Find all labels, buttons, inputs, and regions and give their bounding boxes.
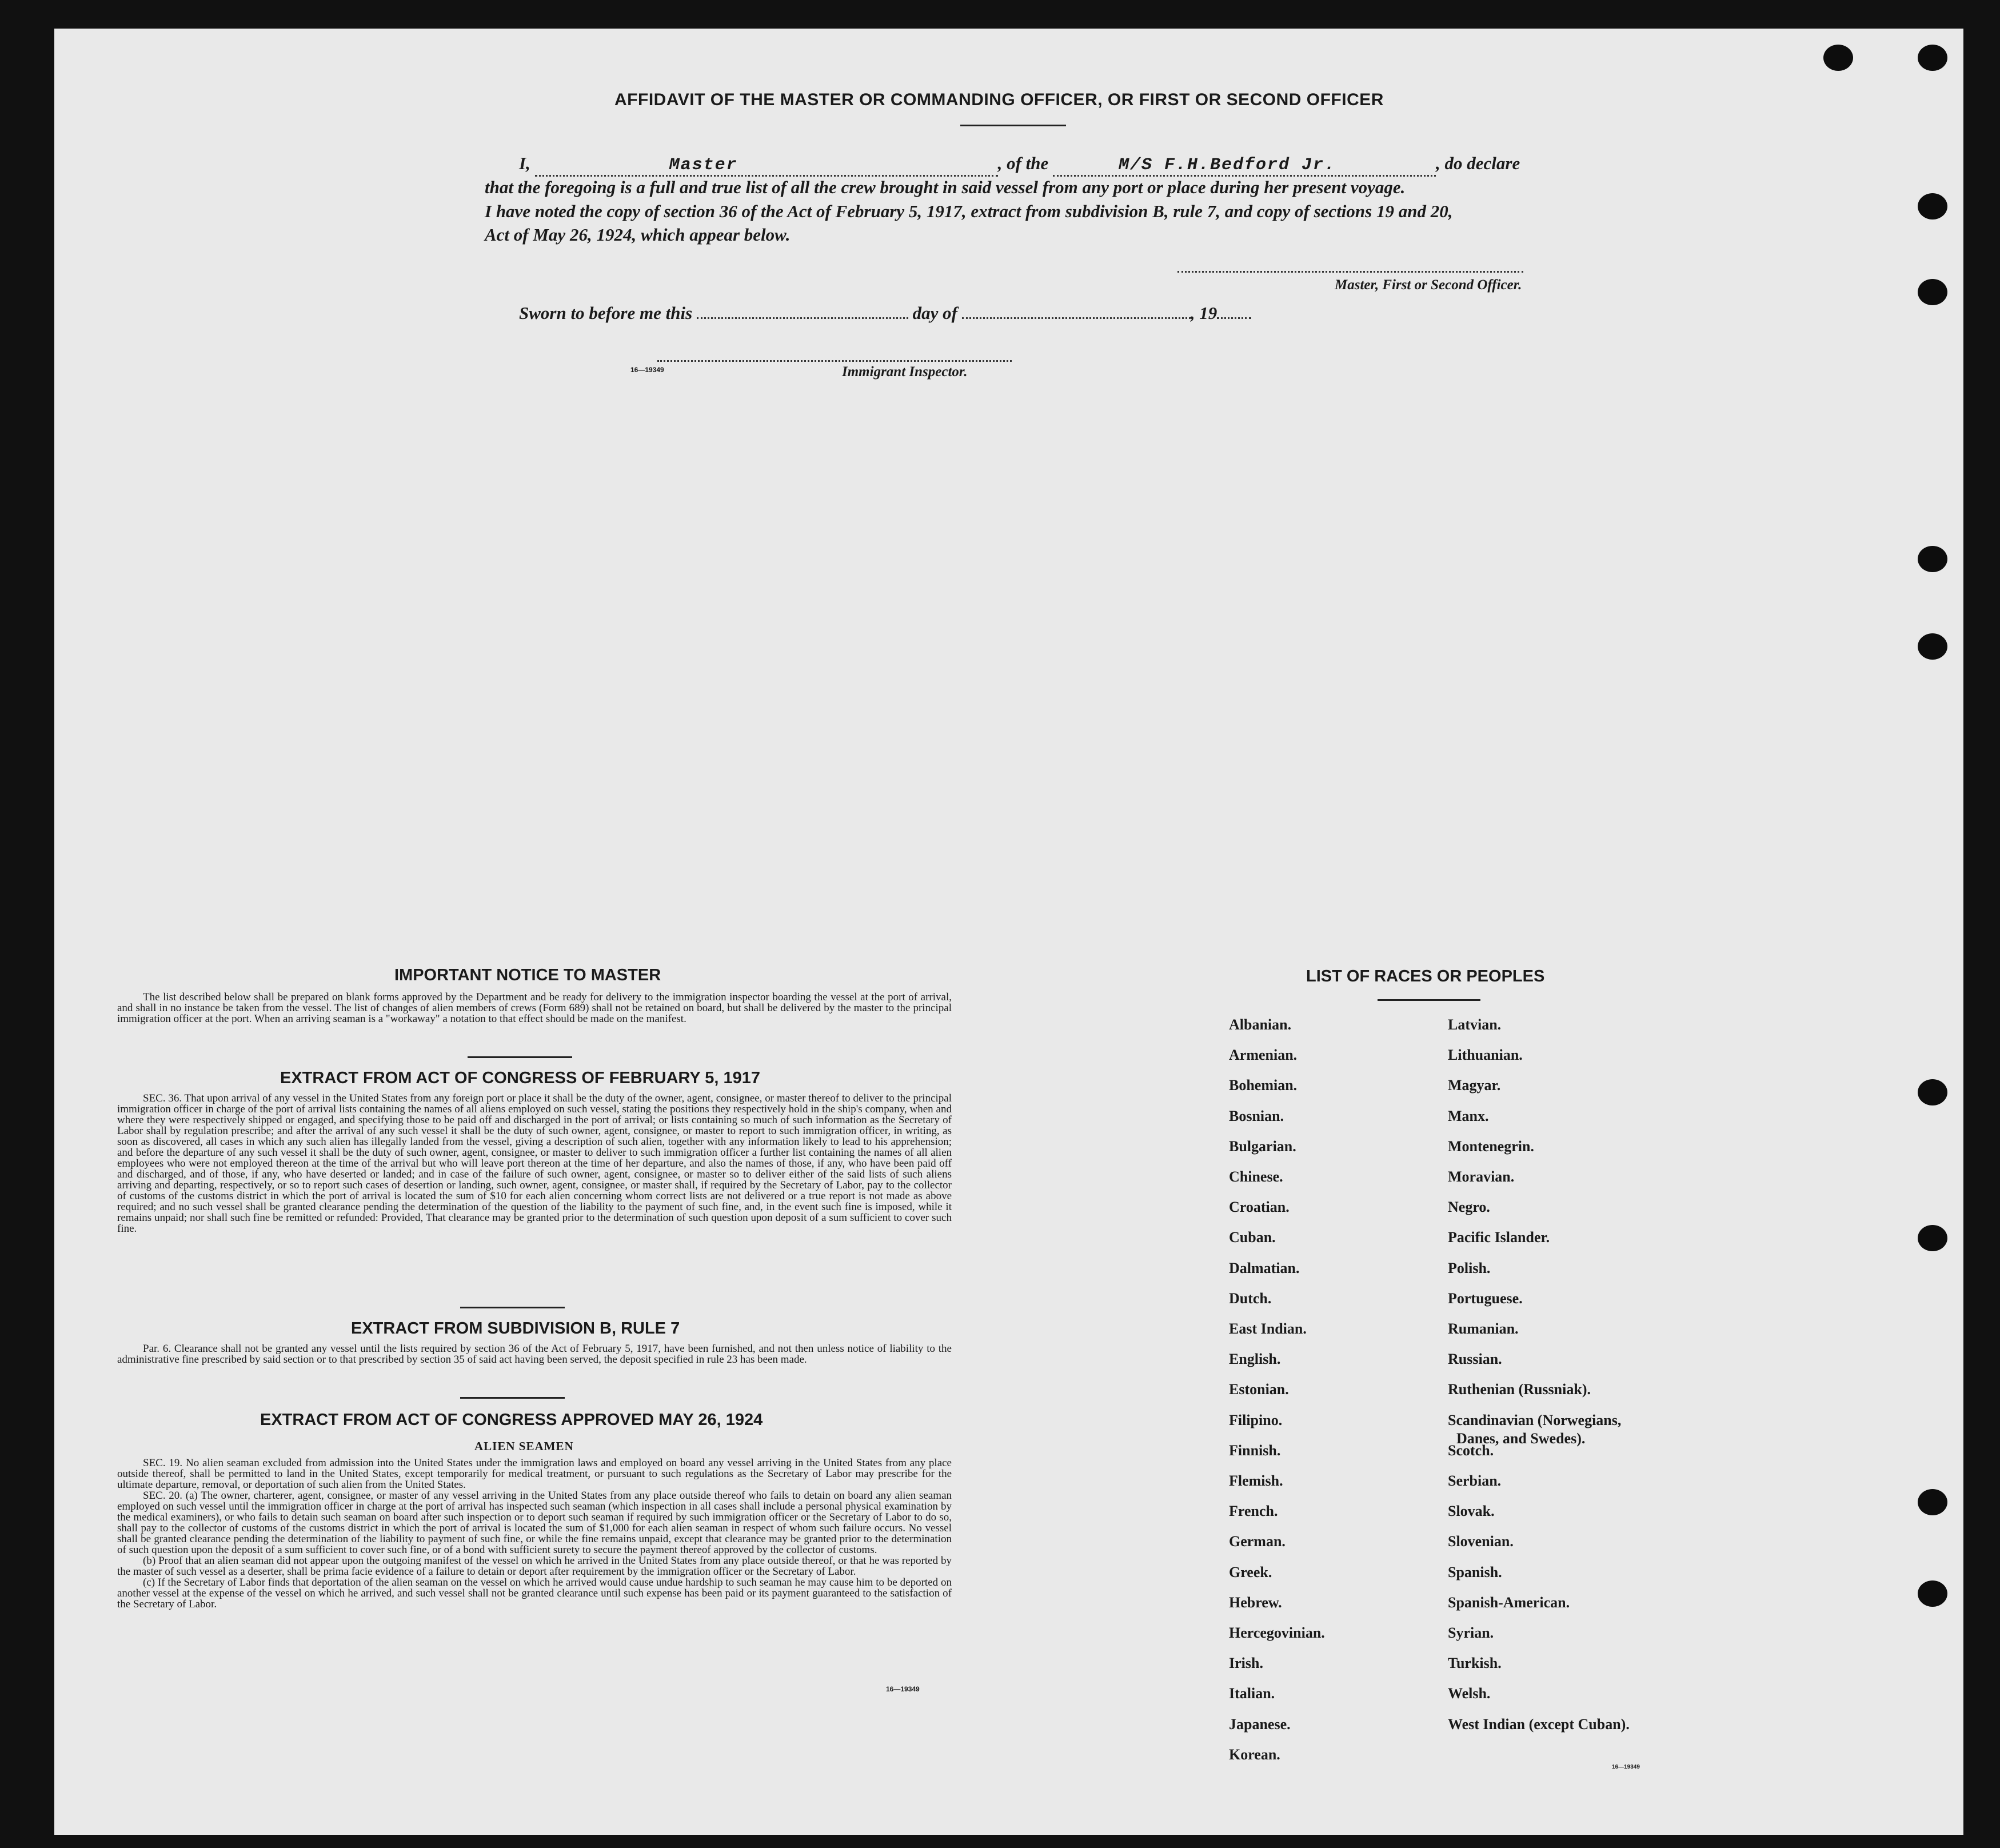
race-item-right: Russian. [1448, 1351, 1502, 1368]
race-item-left: Flemish. [1229, 1472, 1283, 1489]
race-item-left: Chinese. [1229, 1168, 1283, 1185]
form-number-top: 16—19349 [630, 366, 664, 374]
day-of-label: day of [912, 303, 957, 323]
race-item-left: Korean. [1229, 1746, 1280, 1763]
race-item-left: Hercegovinian. [1229, 1625, 1325, 1641]
affidavit-line3: I have noted the copy of section 36 of the Act of February 5, 1917, extract from subdivision B, rule 7, and copy of sections 19 and 20, [485, 201, 1453, 221]
binder-hole [1918, 633, 1947, 660]
sworn-label: Sworn to before me this [519, 303, 693, 323]
binder-hole [1918, 279, 1947, 305]
race-item-right: Spanish. [1448, 1563, 1502, 1580]
race-item-left: Finnish. [1229, 1442, 1281, 1459]
race-item-right: Slovak. [1448, 1503, 1495, 1520]
race-item-right: Ruthenian (Russniak). [1448, 1381, 1591, 1398]
race-item-right: Serbian. [1448, 1472, 1502, 1489]
race-item-right: Magyar. [1448, 1077, 1501, 1094]
binder-hole [1918, 193, 1947, 219]
declare-label: , do declare [1436, 153, 1520, 173]
race-item-right: Danes, and Swedes). [1456, 1430, 1586, 1447]
race-item-right: Scandinavian (Norwegians, [1448, 1411, 1622, 1428]
race-item-left: East Indian. [1229, 1320, 1307, 1337]
race-item-right: Spanish-American. [1448, 1594, 1570, 1611]
affidavit-line4: Act of May 26, 1924, which appear below. [485, 225, 791, 245]
race-item-left: Dutch. [1229, 1290, 1272, 1307]
race-item-right: Slovenian. [1448, 1533, 1514, 1550]
race-item-right: Syrian. [1448, 1625, 1494, 1641]
race-item-left: Armenian. [1229, 1047, 1298, 1064]
vessel-value: M/S F.H.Bedford Jr. [1118, 155, 1336, 175]
races-title: LIST OF RACES OR PEOPLES [1306, 967, 1545, 985]
race-item-left: Albanian. [1229, 1016, 1292, 1033]
binder-hole [1918, 1079, 1947, 1105]
race-item-left: Bulgarian. [1229, 1137, 1296, 1155]
extract-1917-title: EXTRACT FROM ACT OF CONGRESS OF FEBRUARY 5, 1917 [280, 1069, 761, 1087]
race-item-right: Latvian. [1448, 1016, 1502, 1033]
race-item-right: Welsh. [1448, 1685, 1491, 1702]
section-19-paragraph: SEC. 19. No alien seaman excluded from admission into the United States under the immigration laws and employed on board any vessel arriving in the United States from any place outside thereof, shall be permitted to land in the United States, except temporarily for medical treatment, or pursuant to such regulations as the Secretary of Labor may prescribe for the ultimate departure, removal, or deportation of such alien from the United States. [117, 1457, 952, 1491]
notice-divider [468, 1056, 572, 1058]
race-item-left: Estonian. [1229, 1381, 1289, 1398]
paragraph-6: Par. 6. Clearance shall not be granted any vessel until the lists required by section 36 of the Act of February 5, 1917, have been furnished, and not then unless notice of liability to the administrative fine prescribed by said section or to that prescribed by section 35 of said act having been served, the deposit specified in rule 23 has been made. [117, 1343, 952, 1366]
race-item-right: Polish. [1448, 1259, 1491, 1276]
section-20c-paragraph: (c) If the Secretary of Labor finds that deportation of the alien seaman on the vessel on which he arrived would cause undue hardship to such seaman he may cause him to be deported on another vessel at the expense of the vessel on which he arrived, and such vessel shall not be granted clearance until such expense has been paid or its payment guaranteed to the satisfaction of the Secretary of Labor. [117, 1576, 952, 1610]
extract-1924-title: EXTRACT FROM ACT OF CONGRESS APPROVED MAY 26, 1924 [260, 1411, 763, 1429]
race-item-left: Greek. [1229, 1563, 1272, 1580]
notice-title: IMPORTANT NOTICE TO MASTER [394, 966, 661, 984]
race-item-right: Scotch. [1448, 1442, 1494, 1459]
form-number-bottom-left: 16—19349 [886, 1685, 920, 1693]
extract-1924-body [117, 1458, 952, 1610]
of-the-label: , of the [997, 153, 1049, 173]
section-20b-paragraph: (b) Proof that an alien seaman did not appear upon the outgoing manifest of the vessel on which he arrived in the United States from any place outside thereof, or that he was reported by the master of such vessel as a deserter, shall be prima facie evidence of a failure to detain or deport after requirement by the immigration officer or the Secretary of Labor. [117, 1555, 952, 1578]
section-36-paragraph: SEC. 36. That upon arrival of any vessel in the United States from any foreign port or place it shall be the duty of the owner, agent, consignee, or master thereof to deliver to the principal immigration officer in charge of the port of arrival lists containing the names of all aliens employed on such vessel, stating the positions they respectively hold in the ship's company, when and where they were respectively shipped or engaged, and specifying those to be paid off and discharged in the port of arrival; or lists containing so much of such information as the Secretary of Labor shall by regulation prescribe; and after the arrival of any such vessel it shall be the duty of such owner, agent, consignee, or master to report to such immigration officer, in writing, as soon as discovered, all cases in which any such alien has illegally landed from the vessel, giving a description of such alien, together with any information likely to lead to his apprehension; and before the departure of any such vessel it shall be the duty of such owner, agent, consignee, or master to deliver to such immigration officer a further list containing the names of all alien employees who were not employed thereon at the time of the arrival but who will leave port thereon at the time of her departure, and also the names of those, if any, who have been paid off and discharged, and of those, if any, who have deserted or landed; and in case of the failure of such owner, agent, consignee, or master so to deliver either of the said lists of such aliens arriving and departing, respectively, or so to report such cases of desertion or landing, such owner, agent, consignee, or master shall, if required by the Secretary of Labor, pay to the collector of customs of the customs district in which the port of arrival is located the sum of $10 for each alien concerning whom correct lists are not delivered or a true report is not made as above required; and no such vessel shall be granted clearance pending the determination of the question of the liability to the payment of such fine, and, in the event such fine is imposed, while it remains unpaid; nor shall such fine be remitted or refunded: Provided, That clearance may be granted prior to the determination of such question upon deposit of a sum sufficient to cover such fine. [117, 1092, 952, 1235]
race-item-right: West Indian (except Cuban). [1448, 1715, 1630, 1733]
race-item-right: Portuguese. [1448, 1290, 1523, 1307]
race-item-left: Cuban. [1229, 1229, 1276, 1246]
binder-hole [1918, 546, 1947, 572]
race-item-left: Irish. [1229, 1655, 1263, 1672]
race-item-left: Bosnian. [1229, 1107, 1284, 1124]
race-item-right: Turkish. [1448, 1655, 1502, 1672]
subdivision-divider [460, 1397, 565, 1399]
binder-hole [1918, 1225, 1947, 1251]
extract-1917-divider [460, 1307, 565, 1308]
sworn-year-field [1217, 317, 1251, 319]
race-item-left: Bohemian. [1229, 1077, 1298, 1094]
vessel-field [1053, 153, 1436, 177]
notice-paragraph: The list described below shall be prepared on blank forms approved by the Department and be ready for delivery to the immigration inspector boarding the vessel at the port of arrival, and shall in no instance be taken from the vessel. The list of changes of alien members of crews (Form 689) shall not be retained on board, but shall be delivered by the master to the principal immigration officer at the port. When an arriving seaman is a "workaway" a notation to that effect should be made on the manifest. [117, 991, 952, 1025]
race-item-left: Japanese. [1229, 1715, 1291, 1733]
subdivision-title: EXTRACT FROM SUBDIVISION B, RULE 7 [351, 1319, 680, 1338]
race-item-left: English. [1229, 1351, 1281, 1368]
binder-hole [1918, 1580, 1947, 1607]
sworn-month-field [962, 317, 1191, 319]
affidavit-line2: that the foregoing is a full and true list of all the crew brought in said vessel from any port or place during her present voyage. [485, 177, 1406, 197]
signature-caption: Master, First or Second Officer. [1335, 277, 1522, 293]
sworn-day-field [697, 317, 908, 319]
officer-field [535, 153, 998, 177]
sworn-line [519, 303, 1251, 324]
race-item-left: Hebrew. [1229, 1594, 1282, 1611]
race-item-right: Lithuanian. [1448, 1047, 1523, 1064]
race-item-left: German. [1229, 1533, 1286, 1550]
title-divider [960, 125, 1066, 126]
races-divider [1378, 999, 1480, 1001]
affidavit-line1 [519, 153, 1520, 177]
race-item-right: Pacific Islander. [1448, 1229, 1550, 1246]
race-item-right: Montenegrin. [1448, 1137, 1534, 1155]
notice-body [117, 992, 952, 1024]
race-item-right: Moravian. [1448, 1168, 1515, 1185]
race-item-left: Croatian. [1229, 1199, 1290, 1216]
race-item-right: Rumanian. [1448, 1320, 1519, 1337]
binder-hole [1823, 45, 1853, 71]
alien-seamen-subtitle: ALIEN SEAMEN [474, 1439, 574, 1453]
subdivision-body [117, 1343, 952, 1365]
race-item-left: Filipino. [1229, 1411, 1283, 1428]
binder-hole [1918, 1489, 1947, 1515]
race-item-left: Dalmatian. [1229, 1259, 1300, 1276]
binder-hole [1918, 45, 1947, 71]
section-20a-paragraph: SEC. 20. (a) The owner, charterer, agent, consignee, or master of any vessel arriving in the United States from any place outside thereof who fails to detain on board any alien seaman employed on such vessel until the immigration officer in charge at the port of arrival has inspected such seaman (which inspection in all cases shall include a personal physical examination by the medical examiners), or who fails to detain such seaman on board after such inspection or to deport such seaman if required by such immigration officer or the Secretary of Labor to do so, shall pay to the collector of customs of the customs district in which the port of arrival is located the sum of $1,000 for each alien seaman in respect of whom such failure occurs. No vessel shall be granted clearance pending the determination of the liability to payment of such fine, or while the fine remains unpaid, except that clearance may be granted prior to the determination of such question upon the deposit of a sum sufficient to cover such fine, or of a bond with sufficient surety to secure the payment thereof approved by the collector of customs. [117, 1490, 952, 1556]
signature-line [1177, 271, 1523, 273]
affidavit-title: AFFIDAVIT OF THE MASTER OR COMMANDING OFFICER, OR FIRST OR SECOND OFFICER [614, 90, 1384, 109]
extract-1917-body [117, 1093, 952, 1234]
form-number-bottom-right: 16—19349 [1612, 1764, 1640, 1770]
race-item-left: French. [1229, 1503, 1278, 1520]
inspector-caption: Immigrant Inspector. [842, 364, 968, 380]
inspector-line [657, 360, 1012, 362]
year-label: , 19 [1190, 303, 1217, 323]
race-item-left: Italian. [1229, 1685, 1275, 1702]
i-label: I, [519, 153, 530, 173]
officer-value: Master [669, 155, 738, 175]
race-item-right: Negro. [1448, 1199, 1490, 1216]
race-item-right: Manx. [1448, 1107, 1489, 1124]
